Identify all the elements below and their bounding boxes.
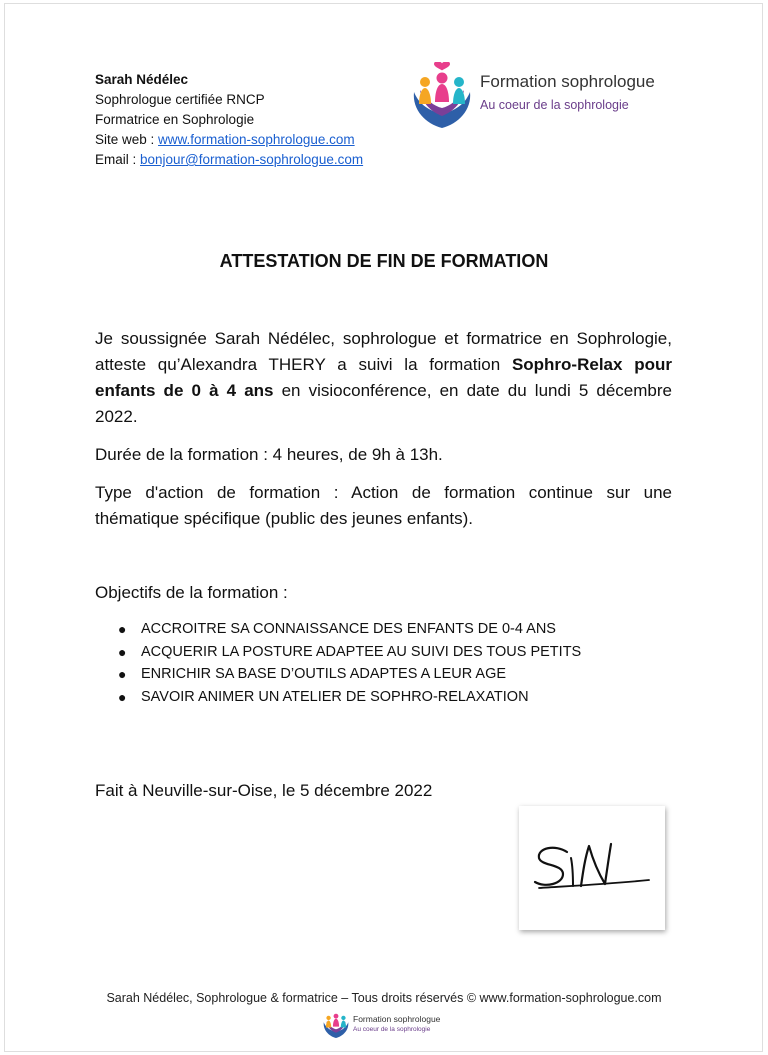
brand-name: Formation sophrologue [480, 72, 655, 91]
sender-email [95, 150, 363, 170]
training-duration: Durée de la formation : 4 heures, de 9h à 13h. [95, 445, 443, 464]
website-label: Site web : [95, 132, 159, 147]
bullet-icon: ● [118, 643, 127, 660]
paragraph-text-end: en visioconférence, en date du lundi 5 décembre 2022. [95, 381, 672, 426]
brand-logo [410, 62, 680, 132]
website-link[interactable]: www.formation-sophrologue.com [158, 132, 355, 147]
objectives-list [95, 618, 718, 708]
hands-hearts-logo-icon [410, 62, 474, 130]
training-action-type: Type d'action de formation : Action de formation continue sur une thématique spécifique (public des jeunes enfants). [95, 483, 672, 528]
sender-website [95, 130, 363, 150]
bullet-icon: ● [118, 666, 127, 682]
email-link[interactable]: bonjour@formation-sophrologue.com [140, 152, 364, 167]
training-name: Sophro-Relax pour enfants de 0 à 4 ans [95, 355, 672, 400]
sender-role: Formatrice en Sophrologie [95, 112, 255, 127]
footer-brand-name: Formation sophrologue [353, 1014, 441, 1024]
objective-text: SAVOIR ANIMER UN ATELIER DE SOPHRO-RELAXATION [141, 688, 529, 705]
sender-name: Sarah Nédélec [95, 72, 189, 87]
document-title: ATTESTATION DE FIN DE FORMATION [219, 251, 549, 271]
list-item [118, 686, 718, 709]
bullet-icon: ● [118, 621, 127, 637]
brand-tagline: Au coeur de la sophrologie [480, 98, 629, 112]
sender-block [95, 70, 363, 170]
objective-text: ENRICHIR SA BASE D’OUTILS ADAPTES A LEUR AGE [141, 666, 507, 682]
footer-brand-tagline: Au coeur de la sophrologie [353, 1026, 431, 1033]
email-label: Email : [95, 152, 141, 167]
hands-hearts-logo-icon [322, 1009, 350, 1039]
bullet-icon: ● [118, 688, 127, 705]
list-item [118, 663, 718, 686]
list-item [118, 641, 718, 664]
place-and-date: Fait à Neuville-sur-Oise, le 5 décembre 2022 [95, 781, 433, 800]
sender-title: Sophrologue certifiée RNCP [95, 92, 265, 107]
footer-text: Sarah Nédélec, Sophrologue & formatrice – Tous droits réservés © www.formation-sophrologue.com [106, 991, 662, 1005]
objective-text: ACQUERIR LA POSTURE ADAPTEE AU SUIVI DES TOUS PETITS [141, 643, 582, 660]
signature-box [519, 806, 665, 930]
paragraph-text-start: Je soussignée Sarah Nédélec, sophrologue et formatrice en Sophrologie, atteste qu’Alexandra THERY a suivi la formation [95, 329, 672, 374]
list-item [118, 618, 718, 641]
attestation-paragraph [95, 326, 672, 430]
objective-text: ACCROITRE SA CONNAISSANCE DES ENFANTS DE 0-4 ANS [141, 621, 556, 637]
handwritten-signature [519, 806, 665, 930]
objectives-title: Objectifs de la formation : [95, 583, 288, 602]
footer-logo [322, 1009, 462, 1043]
